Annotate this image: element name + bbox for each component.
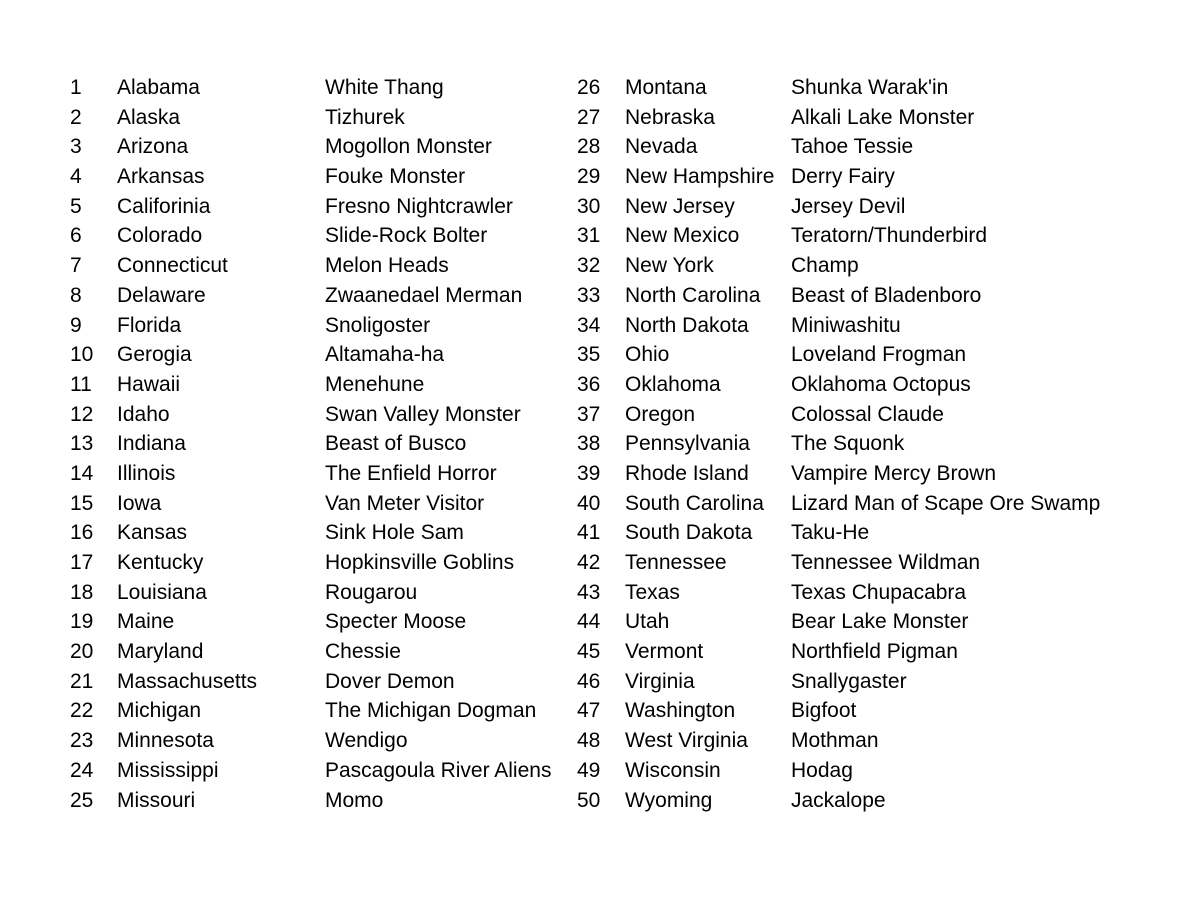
state-name: New York	[625, 254, 714, 278]
state-name: Minnesota	[117, 729, 214, 753]
state-name: Arkansas	[117, 165, 205, 189]
creature-name: The Enfield Horror	[325, 461, 497, 485]
row-number: 47	[577, 699, 601, 723]
row-number: 7	[70, 254, 82, 278]
state-name: Maryland	[117, 640, 204, 664]
creature-name: Tahoe Tessie	[791, 135, 914, 159]
row-number: 49	[577, 758, 601, 782]
row-number: 18	[70, 580, 94, 604]
state-name: Colorado	[117, 224, 203, 248]
creature-name: Tizhurek	[325, 105, 405, 129]
state-name: Maine	[117, 610, 175, 634]
state-name: Connecticut	[117, 254, 228, 278]
state-name: Indiana	[117, 432, 186, 456]
state-name: Kansas	[117, 521, 188, 545]
state-name: Montana	[625, 76, 707, 99]
row-number: 8	[70, 283, 82, 307]
creature-name: Fresno Nightcrawler	[325, 194, 513, 218]
creature-name: Menehune	[325, 372, 425, 396]
state-name: Arizona	[117, 135, 189, 159]
creature-name: The Squonk	[791, 432, 905, 456]
creature-name: Shunka Warak'in	[791, 76, 949, 99]
creature-name: Miniwashitu	[791, 313, 901, 337]
state-name: Illinois	[117, 461, 176, 485]
row-number: 14	[70, 461, 94, 485]
row-number: 32	[577, 254, 601, 278]
row-number: 12	[70, 402, 94, 426]
creature-name: Altamaha-ha	[325, 343, 445, 367]
row-number: 31	[577, 224, 601, 248]
state-name: Kentucky	[117, 551, 204, 574]
row-number: 25	[70, 788, 94, 812]
creature-name: Teratorn/Thunderbird	[791, 224, 988, 248]
creature-name: Vampire Mercy Brown	[791, 461, 996, 485]
row-number: 35	[577, 343, 601, 367]
creature-name: Taku-He	[791, 521, 870, 545]
creature-name: Van Meter Visitor	[325, 491, 485, 515]
creature-name: Beast of Busco	[325, 432, 467, 456]
row-number: 43	[577, 580, 601, 604]
state-name: Rhode Island	[625, 461, 749, 485]
state-name: North Dakota	[625, 313, 749, 337]
creature-name: Wendigo	[325, 729, 408, 753]
state-name: West Virginia	[625, 729, 748, 753]
creature-name: Lizard Man of Scape Ore Swamp	[791, 491, 1101, 515]
creature-name: Sink Hole Sam	[325, 521, 464, 545]
row-number: 44	[577, 610, 601, 634]
creature-name: Northfield Pigman	[791, 640, 958, 664]
creature-name: Jersey Devil	[791, 194, 906, 218]
row-number: 4	[70, 165, 82, 189]
creature-name: Colossal Claude	[791, 402, 944, 426]
row-number: 19	[70, 610, 94, 634]
creature-name: Momo	[325, 788, 384, 812]
state-name: Nevada	[625, 135, 698, 159]
creature-name: Texas Chupacabra	[791, 580, 967, 604]
creature-name: Slide-Rock Bolter	[325, 224, 488, 248]
row-number: 41	[577, 521, 601, 545]
state-name: Delaware	[117, 283, 206, 307]
state-name: Hawaii	[117, 372, 181, 396]
state-name: Gerogia	[117, 343, 192, 367]
state-name: Oregon	[625, 402, 696, 426]
creature-name: Pascagoula River Aliens	[325, 758, 552, 782]
state-name: Massachusetts	[117, 669, 258, 693]
state-name: Nebraska	[625, 105, 715, 129]
creature-name: Hopkinsville Goblins	[325, 551, 515, 574]
row-number: 5	[70, 194, 82, 218]
row-number: 50	[577, 788, 601, 812]
creature-name: Derry Fairy	[791, 165, 895, 189]
state-name: Michigan	[117, 699, 202, 723]
row-number: 42	[577, 551, 601, 574]
row-number: 9	[70, 313, 82, 337]
row-number: 24	[70, 758, 94, 782]
row-number: 1	[70, 76, 82, 99]
row-number: 33	[577, 283, 601, 307]
state-name: Louisiana	[117, 580, 207, 604]
state-name: Califorinia	[117, 194, 211, 218]
creature-name: Specter Moose	[325, 610, 467, 634]
creature-name: Mogollon Monster	[325, 135, 492, 159]
row-number: 6	[70, 224, 82, 248]
state-name: South Carolina	[625, 491, 764, 515]
creature-name: The Michigan Dogman	[325, 699, 537, 723]
state-name: Wisconsin	[625, 758, 721, 782]
creature-name: Oklahoma Octopus	[791, 372, 971, 396]
state-name: Utah	[625, 610, 670, 634]
creature-name: Bigfoot	[791, 699, 857, 723]
state-name: Mississippi	[117, 758, 219, 782]
creature-name: Fouke Monster	[325, 165, 466, 189]
row-number: 23	[70, 729, 94, 753]
row-number: 3	[70, 135, 82, 159]
creature-name: Swan Valley Monster	[325, 402, 521, 426]
row-number: 16	[70, 521, 94, 545]
row-number: 38	[577, 432, 601, 456]
creature-name: Alkali Lake Monster	[791, 105, 975, 129]
state-name: New Jersey	[625, 194, 735, 218]
creature-name: White Thang	[325, 76, 444, 99]
creature-name: Beast of Bladenboro	[791, 283, 982, 307]
row-number: 2	[70, 105, 82, 129]
row-number: 22	[70, 699, 94, 723]
state-name: Missouri	[117, 788, 196, 812]
creature-name: Rougarou	[325, 580, 418, 604]
row-number: 37	[577, 402, 601, 426]
row-number: 17	[70, 551, 94, 574]
row-number: 20	[70, 640, 94, 664]
row-number: 48	[577, 729, 601, 753]
state-name: North Carolina	[625, 283, 761, 307]
row-number: 45	[577, 640, 601, 664]
creature-name: Snoligoster	[325, 313, 431, 337]
creature-name: Zwaanedael Merman	[325, 283, 523, 307]
row-number: 39	[577, 461, 601, 485]
row-number: 28	[577, 135, 601, 159]
creature-name: Chessie	[325, 640, 401, 664]
row-number: 15	[70, 491, 94, 515]
state-name: Idaho	[117, 402, 170, 426]
row-number: 29	[577, 165, 601, 189]
creature-name: Melon Heads	[325, 254, 449, 278]
row-number: 27	[577, 105, 601, 129]
state-name: Tennessee	[625, 551, 727, 574]
creature-name: Champ	[791, 254, 859, 278]
state-name: Iowa	[117, 491, 162, 515]
state-name: New Mexico	[625, 224, 740, 248]
row-number: 36	[577, 372, 601, 396]
state-name: Ohio	[625, 343, 670, 367]
creature-name: Mothman	[791, 729, 879, 753]
state-name: Virginia	[625, 669, 695, 693]
state-name: Washington	[625, 699, 736, 723]
state-name: Alaska	[117, 105, 181, 129]
creature-name: Jackalope	[791, 788, 886, 812]
state-name: Florida	[117, 313, 182, 337]
state-name: New Hampshire	[625, 165, 775, 189]
row-number: 13	[70, 432, 94, 456]
row-number: 30	[577, 194, 601, 218]
row-number: 40	[577, 491, 601, 515]
state-name: Alabama	[117, 76, 200, 99]
creature-name: Tennessee Wildman	[791, 551, 981, 574]
row-number: 34	[577, 313, 601, 337]
row-number: 46	[577, 669, 601, 693]
state-name: Texas	[625, 580, 680, 604]
row-number: 26	[577, 76, 601, 99]
state-name: Vermont	[625, 640, 704, 664]
row-number: 21	[70, 669, 94, 693]
state-name: Oklahoma	[625, 372, 721, 396]
creature-name: Loveland Frogman	[791, 343, 967, 367]
state-name: Wyoming	[625, 788, 713, 812]
row-number: 10	[70, 343, 94, 367]
state-name: Pennsylvania	[625, 432, 750, 456]
creature-name: Snallygaster	[791, 669, 907, 693]
state-name: South Dakota	[625, 521, 753, 545]
row-number: 11	[70, 372, 92, 396]
creature-name: Bear Lake Monster	[791, 610, 969, 634]
creature-name: Dover Demon	[325, 669, 455, 693]
creature-name: Hodag	[791, 758, 853, 782]
